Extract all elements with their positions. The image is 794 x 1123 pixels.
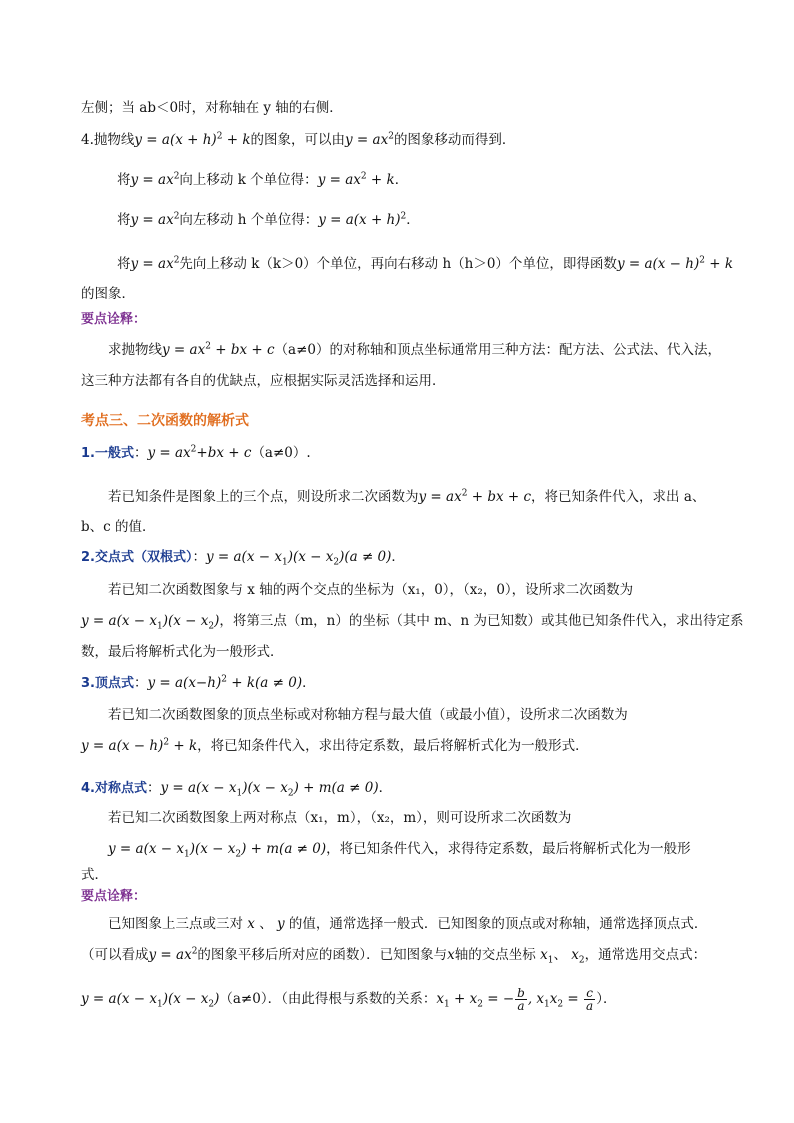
text-line: 的图象．: [81, 286, 135, 302]
text-line: 已知图象上三点或三对 x 、 y 的值，通常选择一般式．已知图象的顶点或对称轴，通常选择顶点式．: [108, 916, 708, 932]
formula: , $x_1x_2$ =: [527, 991, 584, 1010]
formula: $y = a(x - x_1)(x - x_2)$: [81, 613, 220, 632]
formula: $x_1 + x_2$ = −: [436, 991, 515, 1010]
text-line: 左侧；当 ab＜0时，对称轴在 y 轴的右侧．: [81, 100, 343, 116]
fraction: $\frac{b}{a}$: [517, 986, 525, 1013]
text-line: 4.抛物线$y = a(x + h)^2 + k$的图象，可以由$y = ax^2$的图象移动而得到．: [81, 131, 516, 148]
text-line: 将$y = ax^2$先向上移动 k（k＞0）个单位，再向右移动 h（h＞0）个单位，即得函数$y = a(x - h)^2 + k$: [117, 255, 734, 272]
formula: $y = ax^2$: [130, 255, 180, 272]
formula: $x_1$: [535, 947, 554, 966]
text-line: （可以看成$y = ax^2$的图象平移后所对应的函数）．已知图象与x轴的交点坐标 $x_1$、 $x_2$，通常选用交点式：: [81, 946, 707, 966]
text-line: $y = a(x - x_1)(x - x_2)$，将第三点（m，n）的坐标（其中 m、n 为已知数）或其他已知条件代入，求出待定系: [81, 613, 744, 632]
text-line: 若已知条件是图象上的三个点，则设所求二次函数为$y = ax^2$ + bx + c，将已知条件代入，求出 a、: [108, 488, 706, 505]
subsection-title: 1.一般式: [81, 446, 134, 461]
text-line: 式．: [81, 867, 108, 883]
text-line: 若已知二次函数图象上两对称点（x₁，m），（x₂，m），则可设所求二次函数为: [108, 810, 572, 826]
formula: y: [272, 916, 289, 932]
text-line: 1.一般式：$y = ax^2+bx + c(a\ne 0)$.: [81, 444, 311, 461]
formula: $y = ax^2+bx + c$: [147, 444, 252, 461]
text-line: 3.顶点式：$y = a(x-h)^2 + k(a \ne 0)$．: [81, 674, 316, 691]
text-line: 数，最后将解析式化为一般形式．: [81, 644, 284, 660]
text-line: 求抛物线$y = ax^2$ + bx + c（a≠0）的对称轴和顶点坐标通常用三种方法：配方法、公式法、代入法，: [108, 341, 721, 358]
formula: $y = a(x - h)^2 + k$: [616, 255, 734, 272]
text-line: 将$y = ax^2$向左移动 h 个单位得：$y = a(x + h)^2$．: [117, 211, 420, 228]
text-line: 这三种方法都有各自的优缺点，应根据实际灵活选择和运用．: [81, 373, 446, 389]
subsection-title: 3.顶点式: [81, 676, 134, 691]
formula: $y = a(x - x_1)(x - x_2)$: [81, 991, 220, 1010]
formula: x: [243, 916, 260, 932]
formula: $y = ax^2$: [345, 131, 394, 148]
formula: $y = a(x + h)^2 + k$: [134, 131, 251, 148]
formula: $y = a(x - x_1)(x - x_2)(a \ne 0)$: [205, 549, 392, 568]
text-line: $y = a(x - x_1)(x - x_2)(a\ne 0)$．（由此得根与系数的关系：$x_1 + x_2$ = − $\frac{b}{a}$ , $x_1x_2$ = $\frac{c}{a}$ ）．: [81, 986, 617, 1013]
text-line: 若已知二次函数图象与 x 轴的两个交点的坐标为（x₁，0），（x₂，0），设所求二次函数为: [108, 582, 634, 598]
subsection-title: 2.交点式（双根式）: [81, 550, 193, 565]
note-heading: 要点诠释：: [81, 889, 147, 904]
text-line: 2.交点式（双根式）：$y = a(x - x_1)(x - x_2)(a \ne 0)$．: [81, 549, 405, 568]
subsection-title: 4.对称点式: [81, 781, 147, 796]
formula: x: [447, 947, 455, 963]
section-heading: 考点三、二次函数的解析式: [81, 413, 249, 429]
text-line: 若已知二次函数图象的顶点坐标或对称轴方程与最大值（或最小值），设所求二次函数为: [108, 707, 628, 723]
formula: $y = ax^2$: [130, 171, 180, 188]
formula: $y = a(x-h)^2 + k(a \ne 0)$: [147, 674, 303, 691]
formula: $y = ax^2$: [148, 946, 198, 963]
text-line: b、c 的值．: [81, 519, 156, 535]
text-line: 4.对称点式：$y = a(x - x_1)(x - x_2) + m(a \ne 0)$．: [81, 780, 393, 799]
formula: $y = ax^2 + k$: [317, 171, 395, 188]
formula: $y = a(x - h)^2 + k$: [81, 737, 198, 754]
formula: $y = ax^2$ + bx + c: [162, 341, 275, 358]
formula: $y = a(x + h)^2$: [318, 211, 407, 228]
formula: $x_2$: [566, 947, 585, 966]
formula: $y = ax^2$ + bx + c: [418, 488, 532, 505]
formula: $y = ax^2$: [130, 211, 180, 228]
text-line: $y = a(x - h)^2 + k$，将已知条件代入，求出待定系数，最后将解析式化为一般形式．: [81, 737, 589, 754]
formula: $y = a(x - x_1)(x - x_2) + m(a \ne 0)$: [108, 841, 327, 860]
formula: $y = a(x - x_1)(x - x_2) + m(a \ne 0)$: [160, 780, 379, 799]
fraction: $\frac{c}{a}$: [586, 986, 594, 1013]
note-heading: 要点诠释：: [81, 312, 147, 327]
text-line: $y = a(x - x_1)(x - x_2) + m(a \ne 0)$，将已知条件代入，求得待定系数，最后将解析式化为一般形: [108, 841, 691, 860]
text-line: 将$y = ax^2$向上移动 k 个单位得：$y = ax^2 + k$．: [117, 171, 409, 188]
